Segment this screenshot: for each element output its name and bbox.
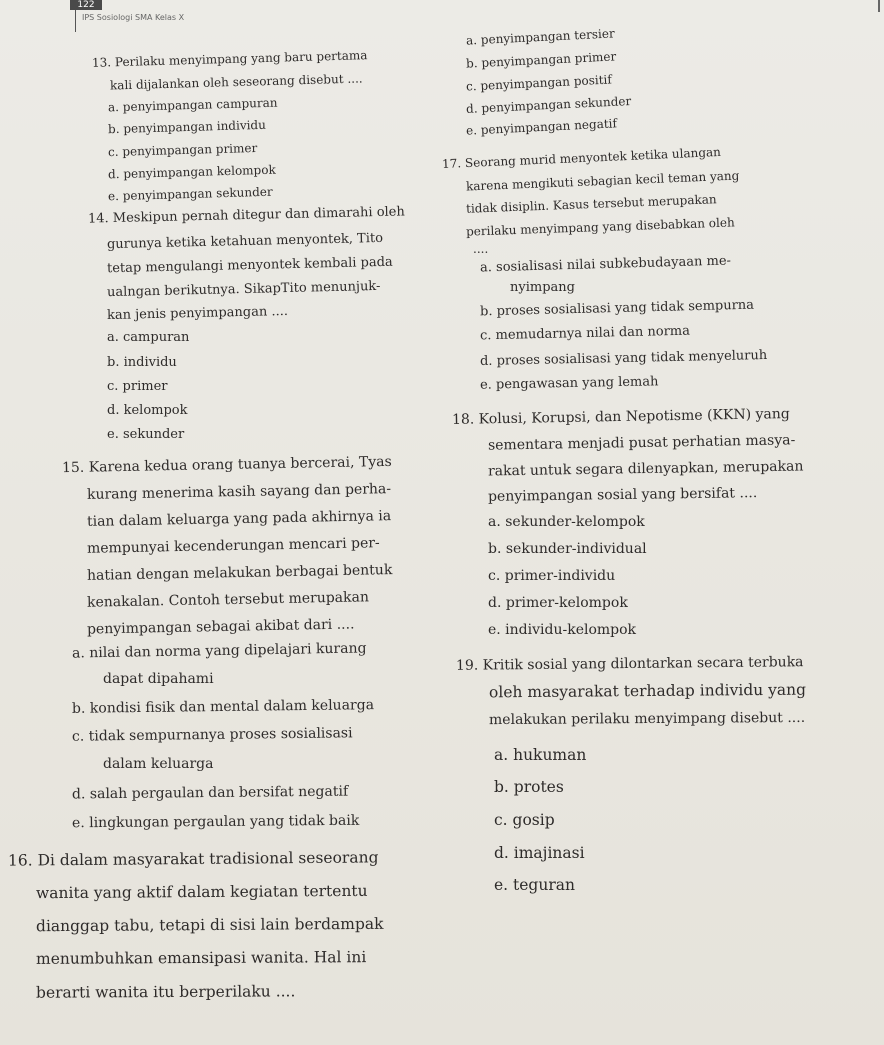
q13-option-e: e. penyimpangan sekunder bbox=[107, 184, 273, 204]
page-edge-mark bbox=[878, 0, 880, 12]
q14-stem-line: tetap mengulangi menyontek kembali pada bbox=[106, 254, 393, 277]
q18-option-d: d. primer-kelompok bbox=[488, 595, 628, 611]
q15-option-a-cont: dapat dipahami bbox=[103, 671, 214, 687]
q15-option-e: e. lingkungan pergaulan yang tidak baik bbox=[71, 812, 360, 832]
q17-stem-ellipsis: .... bbox=[473, 242, 489, 256]
q16-option-b: b. penyimpangan primer bbox=[465, 49, 617, 71]
q17-stem-line: karena mengikuti sebagian kecil teman yang bbox=[465, 168, 740, 194]
q14-stem-line: kan jenis penyimpangan .... bbox=[106, 303, 289, 324]
q15-option-a: a. nilai dan norma yang dipelajari kurang bbox=[71, 640, 367, 662]
q15-option-d: d. salah pergaulan dan bersifat negatif bbox=[71, 783, 349, 803]
q15-option-b: b. kondisi fisik dan mental dalam keluarga bbox=[71, 697, 375, 717]
q13-option-c: c. penyimpangan primer bbox=[107, 140, 258, 160]
q13-stem-line: 13. Perilaku menyimpang yang baru pertama bbox=[91, 48, 368, 70]
q19-stem-line: 19. Kritik sosial yang dilontarkan secara terbuka bbox=[455, 654, 804, 674]
q19-stem-line: melakukan perilaku menyimpang disebut .... bbox=[488, 709, 806, 729]
q14-option-b: b. individu bbox=[107, 355, 177, 370]
q18-option-a: a. sekunder-kelompok bbox=[488, 514, 645, 530]
q15-stem-line: kenakalan. Contoh tersebut merupakan bbox=[86, 589, 370, 611]
q14-option-d: d. kelompok bbox=[107, 403, 188, 418]
q18-stem-line: 18. Kolusi, Korupsi, dan Nepotisme (KKN) yang bbox=[451, 406, 790, 428]
q18-stem-line: sementara menjadi pusat perhatian masya- bbox=[487, 432, 796, 454]
q16-option-d: d. penyimpangan sekunder bbox=[465, 93, 632, 117]
q17-stem-line: tidak disiplin. Kasus tersebut merupakan bbox=[465, 192, 717, 216]
q19-stem-line: oleh masyarakat terhadap individu yang bbox=[488, 680, 807, 702]
q16-option-c: c. penyimpangan positif bbox=[465, 72, 613, 94]
q15-stem-line: penyimpangan sebagai akibat dari .... bbox=[86, 616, 355, 638]
q18-option-b: b. sekunder-individual bbox=[488, 541, 647, 557]
running-header: IPS Sosiologi SMA Kelas X bbox=[82, 13, 185, 22]
q19-option-c: c. gosip bbox=[494, 811, 555, 829]
page-number: 122 bbox=[70, 0, 102, 10]
q16-option-a: a. penyimpangan tersier bbox=[465, 26, 615, 48]
q13-option-b: b. penyimpangan individu bbox=[107, 117, 267, 137]
q17-stem-line: perilaku menyimpang yang disebabkan oleh bbox=[465, 215, 735, 239]
q16-stem-line: berarti wanita itu berperilaku .... bbox=[35, 982, 296, 1002]
q16-stem-line: wanita yang aktif dalam kegiatan tertentu bbox=[35, 881, 368, 903]
q19-option-a: a. hukuman bbox=[494, 746, 587, 764]
q18-stem-line: rakat untuk segara dilenyapkan, merupakan bbox=[487, 458, 804, 480]
q14-stem-line: 14. Meskipun pernah ditegur dan dimarahi oleh bbox=[87, 204, 405, 227]
q17-stem-line: 17. Seorang murid menyontek ketika ulangan bbox=[441, 144, 722, 172]
q15-option-c: c. tidak sempurnanya proses sosialisasi bbox=[71, 725, 353, 745]
q15-stem-line: tian dalam keluarga yang pada akhirnya ia bbox=[86, 508, 392, 530]
q18-option-e: e. individu-kelompok bbox=[488, 622, 637, 638]
q13-option-a: a. penyimpangan campuran bbox=[107, 95, 278, 115]
q16-stem-line: menumbuhkan emansipasi wanita. Hal ini bbox=[35, 948, 367, 968]
q16-stem-line: 16. Di dalam masyarakat tradisional seseorang bbox=[7, 848, 379, 870]
q15-stem-line: hatian dengan melakukan berbagai bentuk bbox=[86, 562, 393, 584]
q15-stem-line: kurang menerima kasih sayang dan perha- bbox=[86, 481, 392, 503]
q13-option-d: d. penyimpangan kelompok bbox=[107, 162, 276, 182]
q19-option-d: d. imajinasi bbox=[494, 844, 585, 862]
q16-stem-line: dianggap tabu, tetapi di sisi lain berdampak bbox=[35, 914, 384, 936]
q14-option-a: a. campuran bbox=[107, 330, 190, 345]
q15-stem-line: mempunyai kecenderungan mencari per- bbox=[86, 535, 380, 557]
q15-stem-line: 15. Karena kedua orang tuanya bercerai, Tyas bbox=[61, 453, 392, 477]
q17-option-a-cont: nyimpang bbox=[510, 280, 575, 295]
q16-option-e: e. penyimpangan negatif bbox=[465, 116, 618, 138]
q17-option-e: e. pengawasan yang lemah bbox=[479, 374, 659, 393]
q17-option-a: a. sosialisasi nilai subkebudayaan me- bbox=[479, 253, 732, 276]
q17-option-c: c. memudarnya nilai dan norma bbox=[479, 323, 691, 344]
q13-stem-line: kali dijalankan oleh seseorang disebut .... bbox=[109, 71, 363, 93]
q17-option-b: b. proses sosialisasi yang tidak sempurna bbox=[479, 297, 755, 320]
q14-stem-line: ualngan berikutnya. SikapTito menunjuk- bbox=[106, 278, 381, 301]
q14-stem-line: gurunya ketika ketahuan menyontek, Tito bbox=[106, 230, 384, 253]
q14-option-e: e. sekunder bbox=[107, 427, 185, 442]
q19-option-e: e. teguran bbox=[494, 876, 575, 894]
q19-option-b: b. protes bbox=[494, 778, 564, 796]
header-divider bbox=[75, 10, 76, 32]
q14-option-c: c. primer bbox=[107, 379, 168, 394]
q18-option-c: c. primer-individu bbox=[488, 568, 616, 584]
q15-option-c-cont: dalam keluarga bbox=[103, 756, 214, 772]
q17-option-d: d. proses sosialisasi yang tidak menyeluruh bbox=[479, 347, 768, 370]
q18-stem-line: penyimpangan sosial yang bersifat .... bbox=[487, 485, 758, 505]
